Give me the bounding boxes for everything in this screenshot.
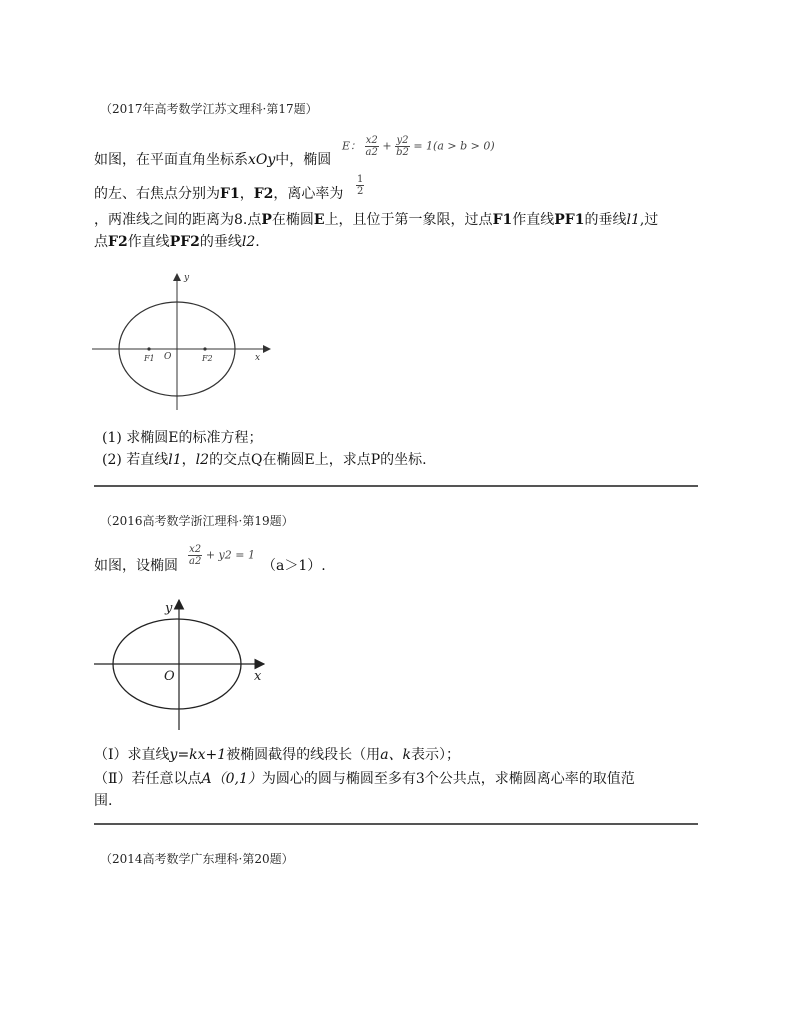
q2-stem: 如图，设椭圆 <box>94 558 178 574</box>
q1-eccentricity: $\frac{1}{2}$ <box>357 174 364 197</box>
q2-source: （2016高考数学浙江理科·第19题） <box>100 514 294 528</box>
f1-label: F1 <box>144 354 155 363</box>
q2-ellipse-figure <box>92 596 272 736</box>
q1-part2: (2) 若直线l1，l2的交点Q在椭圆E上，求点P的坐标. <box>102 452 427 468</box>
y-label: y <box>165 601 173 616</box>
y-label: y <box>184 273 190 283</box>
q1-ellipse-figure <box>90 268 280 418</box>
origin-label: O <box>164 669 175 684</box>
focus-f2-dot <box>203 347 206 350</box>
f2-label: F2 <box>202 354 213 363</box>
divider-2 <box>94 823 698 825</box>
origin-label: O <box>164 352 172 362</box>
q1-stem-line2: 的左、右焦点分别为F1，F2，离心率为 <box>94 186 344 202</box>
divider-1 <box>94 485 698 487</box>
q1-part1: (1) 求椭圆E的标准方程； <box>102 430 263 446</box>
x-label: x <box>254 669 262 684</box>
q1-ellipse-formula: E： $\frac{x2}{a2}$ + $\frac{y2}{b2}$ = 1(a > b > 0) <box>342 135 495 158</box>
q1-stem-line1: 如图，在平面直角坐标系xOy中，椭圆 <box>94 152 332 168</box>
q1-stem-line4: 点F2作直线PF2的垂线l2. <box>94 234 260 250</box>
q1-source: （2017年高考数学江苏文理科·第17题） <box>100 102 318 116</box>
x-label: x <box>255 353 261 363</box>
focus-f1-dot <box>147 347 150 350</box>
q2-condition: （a＞1）. <box>262 558 326 574</box>
q3-source: （2014高考数学广东理科·第20题） <box>100 852 294 866</box>
q1-stem-line3: ，两准线之间的距离为8.点P在椭圆E上，且位于第一象限，过点F1作直线PF1的垂线l1,过 <box>94 212 659 228</box>
q2-ellipse-formula: $\frac{x2}{a2}$ + y2 = 1 <box>189 544 255 567</box>
q2-part1: （Ⅰ）求直线y=kx+1被椭圆截得的线段长（用a、k表示）； <box>94 747 461 763</box>
q2-part2-line1: （Ⅱ）若任意以点A（0,1）为圆心的圆与椭圆至多有3个公共点，求椭圆离心率的取值范 <box>94 771 635 787</box>
q2-part2-line2: 围. <box>94 793 113 809</box>
